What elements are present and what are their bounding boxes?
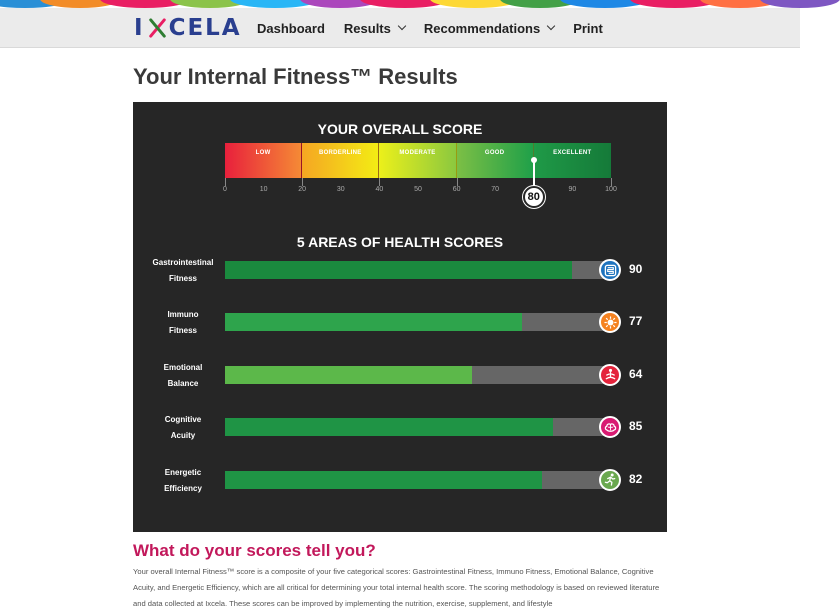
- area-label: [139, 255, 227, 287]
- area-bar-track: [225, 313, 611, 331]
- area-label-line1: Emotional: [163, 362, 203, 372]
- area-bar-fill: [225, 471, 542, 489]
- overall-score-scale: [225, 143, 611, 178]
- nav-print[interactable]: [573, 21, 603, 36]
- explanation-text: Your overall Internal Fitness™ score is a composite of your five categorical scores: Gastrointestinal Fitness, Immuno Fitness, Emotional Balance, Cognitive Acuity, and Energetic Efficiency, which are all critical for determining your total internal health score. The scoring methodology is based on reviewed literature and data collected at Ixcela. These scores can be improved by implementing the nutrition, exercise, supplement, and lifestyle: [133, 567, 660, 608]
- area-score: 77: [629, 314, 643, 329]
- axis-tick-label: 100: [605, 186, 617, 193]
- area-bar-fill: [225, 261, 572, 279]
- area-bar-track: [225, 366, 611, 384]
- area-label: [139, 307, 227, 339]
- nav-recommendations[interactable]: [424, 21, 554, 36]
- nav-results[interactable]: [344, 21, 405, 36]
- axis-tick-label: 30: [336, 186, 345, 193]
- axis-tick-label: 60: [452, 186, 461, 193]
- axis-tick: [225, 178, 226, 186]
- axis-tick-label: 10: [259, 186, 268, 193]
- area-label-line2: Balance: [167, 378, 199, 388]
- meditation-icon: [599, 364, 621, 386]
- immune-cell-icon: [599, 311, 621, 333]
- score-band-borderline: [302, 143, 379, 178]
- score-band-label: EXCELLENT: [553, 150, 592, 156]
- overall-score-badge: 80: [523, 186, 545, 208]
- chevron-down-icon: [398, 22, 406, 30]
- score-band-moderate: [379, 143, 456, 178]
- explanation-heading: What do your scores tell you?: [133, 541, 376, 560]
- page-title: Your Internal Fitness™ Results: [133, 64, 458, 89]
- axis-tick-label: 0: [223, 186, 227, 193]
- area-label-line1: Gastrointestinal: [152, 258, 214, 267]
- area-label-line2: Efficiency: [164, 483, 202, 493]
- area-bar-fill: [225, 313, 522, 331]
- axis-tick-label: 70: [491, 186, 500, 193]
- brain-icon: [599, 416, 621, 438]
- axis-tick-label: 90: [568, 186, 577, 193]
- area-label-line1: Cognitive: [164, 415, 202, 425]
- main-nav: [257, 8, 622, 48]
- area-label: [139, 465, 227, 497]
- score-band-label: MODERATE: [399, 150, 436, 156]
- results-panel: [133, 102, 667, 532]
- decorative-top-banner: [0, 0, 800, 8]
- runner-icon: [599, 469, 621, 491]
- gut-icon: [599, 259, 621, 281]
- nav-print-label: Print: [573, 20, 603, 36]
- axis-tick: [457, 178, 458, 186]
- area-score: 85: [629, 419, 643, 434]
- score-band-excellent: [534, 143, 611, 178]
- ixcela-logo[interactable]: [134, 14, 242, 42]
- score-band-good: [457, 143, 534, 178]
- overall-score-marker-dot: [531, 157, 537, 163]
- area-label-line2: Acuity: [170, 431, 196, 441]
- logo-text-left: I: [134, 15, 145, 41]
- area-label-line1: Energetic: [164, 467, 202, 477]
- area-bar-track: [225, 261, 611, 279]
- top-navigation-bar: [0, 8, 800, 48]
- axis-tick: [302, 178, 303, 186]
- logo-x-mark: [146, 17, 168, 39]
- area-bar-track: [225, 471, 611, 489]
- area-score: 82: [629, 471, 643, 486]
- logo-text-right: CELA: [168, 15, 242, 41]
- overall-score-heading: YOUR OVERALL SCORE: [317, 121, 483, 137]
- area-label-line1: Immuno: [167, 310, 199, 320]
- nav-results-label: Results: [343, 20, 391, 36]
- chevron-down-icon: [547, 22, 555, 30]
- area-bar-fill: [225, 418, 553, 436]
- area-label: [139, 412, 227, 444]
- axis-tick-label: 50: [414, 186, 422, 193]
- overall-score-axis: [223, 178, 617, 208]
- axis-tick-label: 40: [375, 186, 384, 193]
- area-bar-fill: [225, 366, 472, 384]
- axis-tick: [611, 178, 612, 186]
- area-label: [139, 360, 227, 392]
- axis-tick: [379, 178, 380, 186]
- score-band-low: [225, 143, 302, 178]
- nav-dashboard-label: Dashboard: [257, 20, 325, 36]
- score-band-label: BORDERLINE: [318, 150, 362, 156]
- area-label-line2: Fitness: [168, 274, 197, 283]
- area-score: 64: [629, 366, 643, 381]
- areas-heading: 5 AREAS OF HEALTH SCORES: [296, 234, 504, 250]
- score-band-label: GOOD: [484, 150, 505, 156]
- area-bar-track: [225, 418, 611, 436]
- axis-tick-label: 20: [298, 186, 307, 193]
- nav-dashboard[interactable]: [257, 21, 325, 36]
- score-band-label: LOW: [255, 150, 271, 156]
- nav-recommendations-label: Recommendations: [423, 20, 541, 36]
- area-score: 90: [629, 262, 643, 276]
- area-label-line2: Fitness: [168, 326, 197, 336]
